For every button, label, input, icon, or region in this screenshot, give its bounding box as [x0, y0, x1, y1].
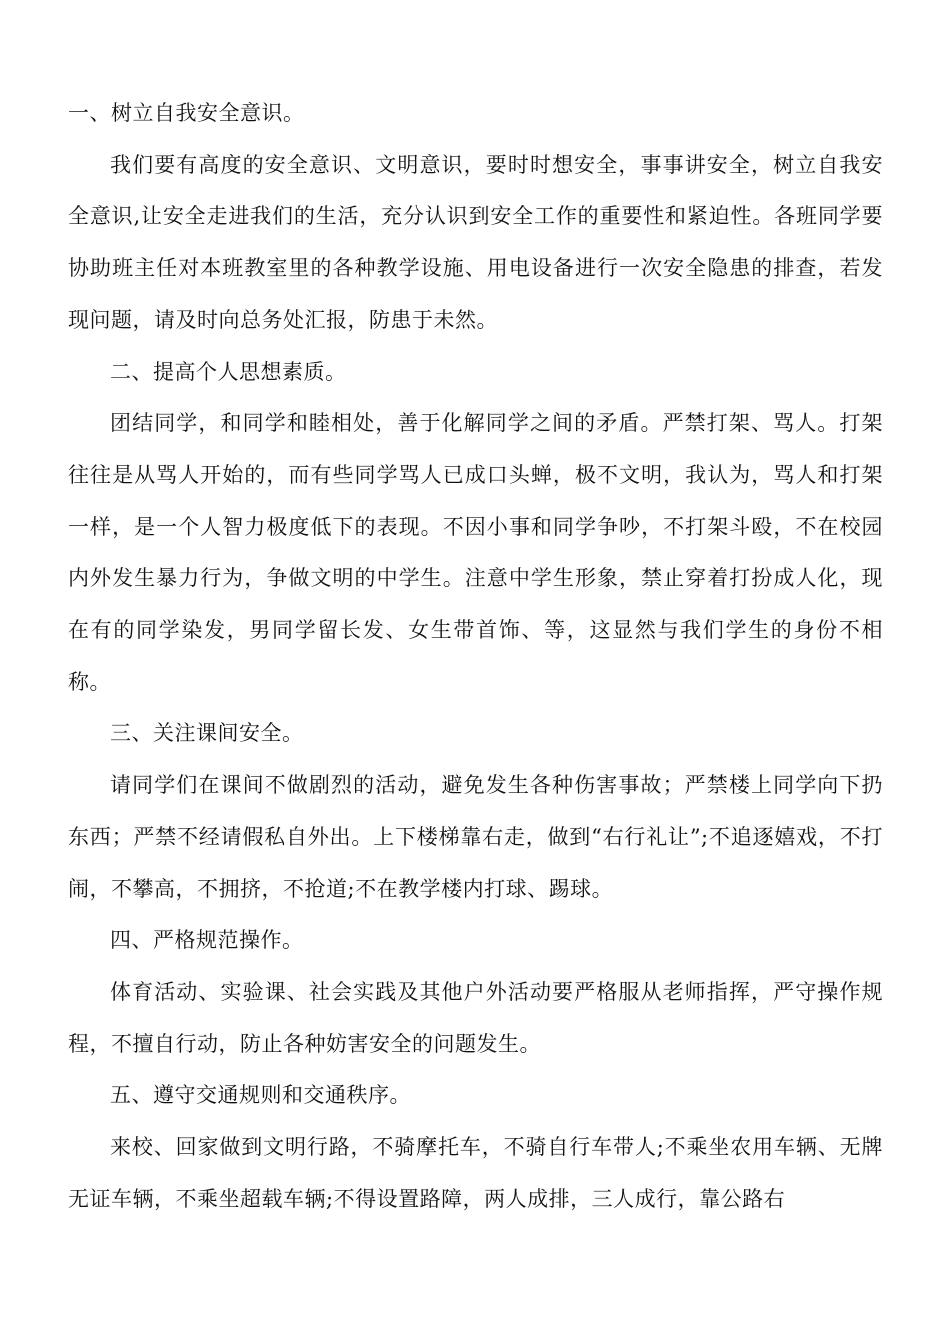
section-2-heading: 二、提高个人思想素质。 [110, 359, 347, 384]
section-4-heading: 四、严格规范操作。 [110, 928, 304, 953]
section-1-heading: 一、树立自我安全意识。 [68, 101, 305, 125]
section-1-paragraph: 我们要有高度的安全意识、文明意识，要时时想安全，事事讲安全，树立自我安全意识,让安全走进我们的生活，充分认识到安全工作的重要性和紧迫性。各班同学要协助班主任对本班教室里的各种教学设施、用电设备进行一次安全隐患的排查，若发现问题，请及时向总务处汇报，防患于未然。 [68, 152, 883, 332]
document-body [68, 88, 883, 1225]
section-5-heading: 五、遵守交通规则和交通秩序。 [110, 1083, 411, 1108]
section-5-paragraph: 来校、回家做到文明行路，不骑摩托车，不骑自行车带人;不乘坐农用车辆、无牌无证车辆，不乘坐超载车辆;不得设置路障，两人成排，三人成行，靠公路右 [68, 1135, 883, 1211]
section-3-heading: 三、关注课间安全。 [110, 721, 304, 746]
section-4-paragraph: 体育活动、实验课、社会实践及其他户外活动要严格服从老师指挥，严守操作规程，不擅自行动，防止各种妨害安全的问题发生。 [68, 979, 883, 1056]
section-3-paragraph: 请同学们在课间不做剧烈的活动，避免发生各种伤害事故；严禁楼上同学向下扔东西；严禁不经请假私自外出。上下楼梯靠右走，做到“右行礼让”;不追逐嬉戏，不打闹，不攀高，不拥挤，不抢道;不在教学楼内打球、踢球。 [68, 773, 883, 901]
section-2-paragraph: 团结同学，和同学和睦相处，善于化解同学之间的矛盾。严禁打架、骂人。打架往往是从骂人开始的，而有些同学骂人已成口头蝉，极不文明，我认为，骂人和打架一样，是一个人智力极度低下的表现。不因小事和同学争吵，不打架斗殴，不在校园内外发生暴力行为，争做文明的中学生。注意中学生形象，禁止穿着打扮成人化，现在有的同学染发，男同学留长发、女生带首饰、等，这显然与我们学生的身份不相称。 [68, 411, 883, 694]
